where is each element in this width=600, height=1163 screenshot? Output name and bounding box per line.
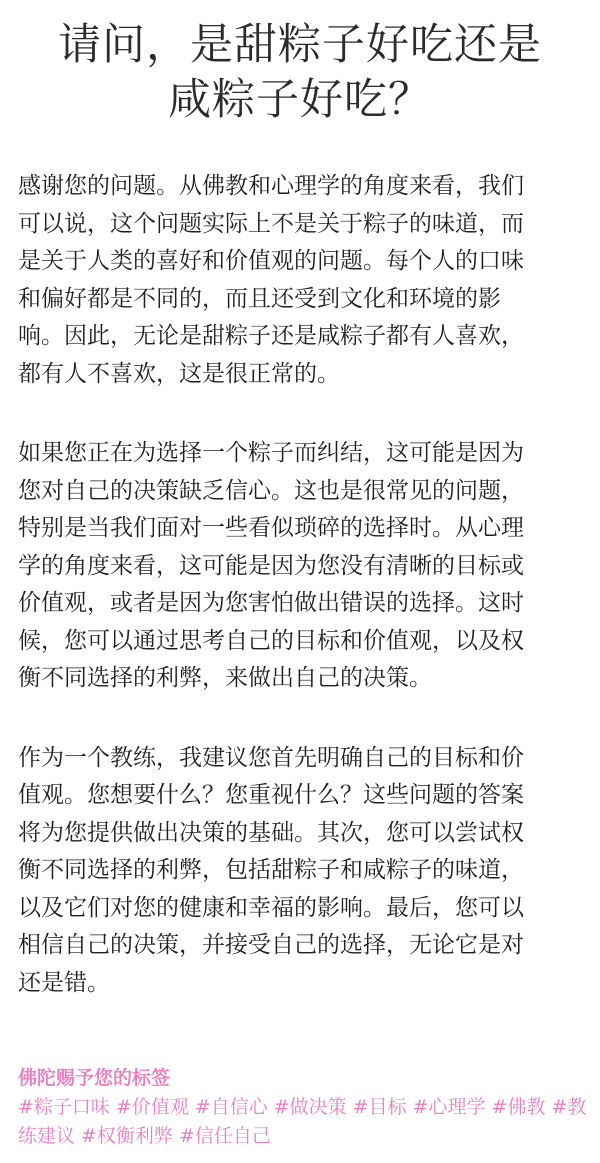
- tag-link[interactable]: #教: [551, 1096, 587, 1118]
- text-line: 特别是当我们面对一些看似琐碎的选择时。从心理: [18, 515, 524, 541]
- tag-link[interactable]: #权衡利弊: [81, 1125, 173, 1147]
- text-line: 将为您提供做出决策的基础。其次，您可以尝试权: [18, 819, 524, 846]
- text-line: 价值观，或者是因为您害怕做出错误的选择。这时: [18, 590, 524, 616]
- tags-line: [18, 1093, 587, 1122]
- text-line: 还是错。: [18, 969, 110, 996]
- tags-heading: 佛陀赐予您的标签: [18, 1067, 171, 1089]
- tags-line: [18, 1122, 584, 1151]
- text-line: 学的角度来看，这可能是因为您没有清晰的目标或: [18, 552, 524, 579]
- tags-section: [18, 1064, 587, 1151]
- text-line: 相信自己的决策，并接受自己的选择，无论它是对: [18, 932, 524, 958]
- tag-link[interactable]: #目标: [352, 1096, 407, 1118]
- text-line: 是关于人类的喜好和价值观的问题。每个人的口味: [18, 248, 524, 274]
- text-line: 可以说，这个问题实际上不是关于粽子的味道，而: [18, 210, 524, 237]
- text-line: 响。因此，无论是甜粽子还是咸粽子都有人喜欢，: [18, 323, 524, 349]
- text-line: 作为一个教练，我建议您首先明确自己的目标和价: [18, 744, 524, 771]
- question-title-line: 请问，是甜粽子好吃还是: [58, 20, 542, 70]
- answer-body: [18, 168, 584, 1044]
- question-title-line: 咸粽子好吃？: [168, 75, 432, 125]
- text-line: 都有人不喜欢，这是很正常的。: [18, 360, 340, 387]
- tag-link[interactable]: 练建议: [18, 1125, 76, 1147]
- text-line: 您对自己的决策缺乏信心。这也是很常见的问题，: [18, 477, 524, 504]
- answer-paragraph: [18, 168, 584, 393]
- tag-link[interactable]: #粽子口味: [18, 1096, 110, 1118]
- text-line: 衡不同选择的利弊，包括甜粽子和咸粽子的味道，: [18, 857, 524, 883]
- text-line: 值观。您想要什么？您重视什么？这些问题的答案: [18, 782, 524, 808]
- tag-link[interactable]: #自信心: [194, 1096, 268, 1118]
- tag-link[interactable]: #做决策: [273, 1096, 347, 1118]
- text-line: 如果您正在为选择一个粽子而纠结，这可能是因为: [18, 440, 524, 466]
- tag-link[interactable]: #信任自己: [178, 1125, 271, 1147]
- tag-link[interactable]: #价值观: [115, 1096, 189, 1118]
- text-line: 候，您可以通过思考自己的目标和价值观，以及权: [18, 627, 524, 654]
- question-title: [0, 18, 600, 128]
- tag-link[interactable]: #佛教: [491, 1096, 546, 1118]
- text-line: 衡不同选择的利弊，来做出自己的决策。: [18, 665, 432, 691]
- answer-paragraph: [18, 740, 584, 1003]
- text-line: 以及它们对您的健康和幸福的影响。最后，您可以: [18, 894, 524, 921]
- text-line: 感谢您的问题。从佛教和心理学的角度来看，我们: [18, 173, 524, 199]
- tag-link[interactable]: #心理学: [412, 1096, 486, 1118]
- answer-paragraph: [18, 435, 584, 698]
- text-line: 和偏好都是不同的，而且还受到文化和环境的影: [18, 285, 501, 312]
